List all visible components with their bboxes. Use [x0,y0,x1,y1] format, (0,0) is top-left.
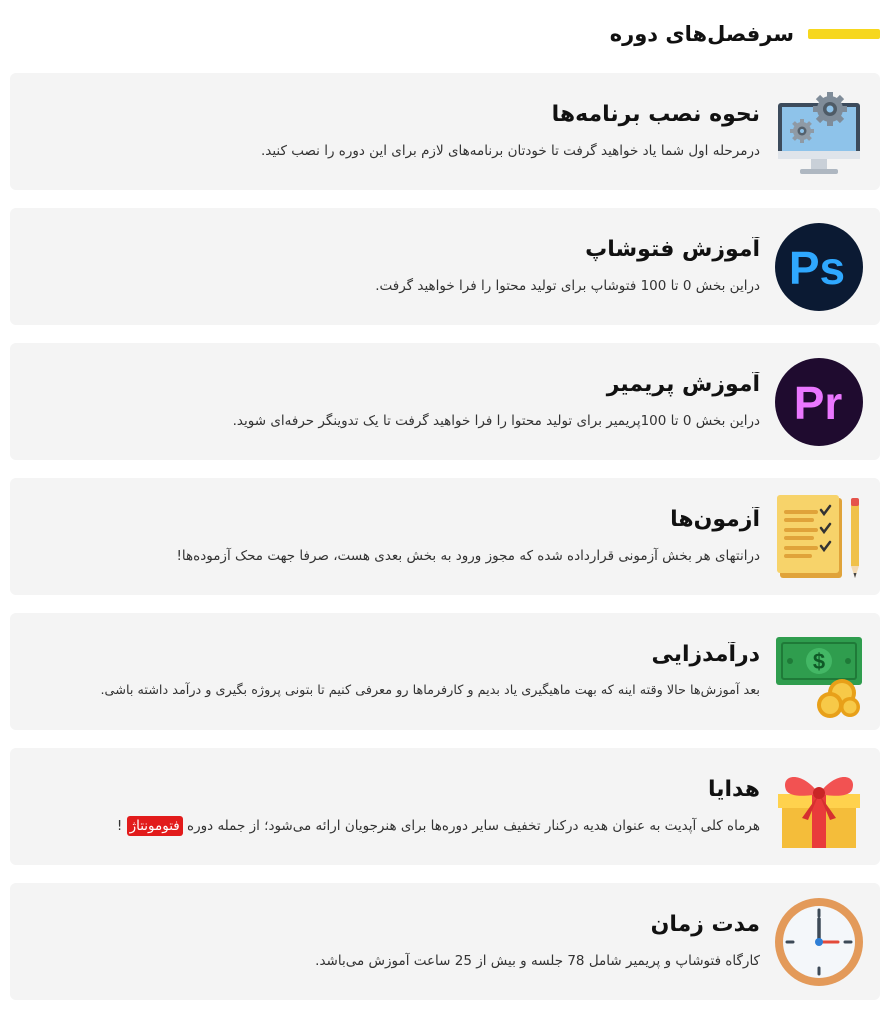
syllabus-card-exams [10,478,880,595]
gift-icon [772,760,866,854]
syllabus-card-photoshop [10,208,880,325]
card-description: درمرحله اول شما یاد خواهید گرفت تا خودتان برنامه‌های لازم برای این دوره را نصب کنید. [260,142,760,159]
syllabus-card-duration [10,883,880,1000]
svg-text:$: $ [812,648,826,674]
premiere-icon [772,355,866,449]
header-accent-bar [808,29,880,39]
photoshop-icon [772,220,866,314]
card-title: نحوه نصب برنامه‌ها [551,101,760,127]
page-title: سرفصل‌های دوره [609,22,794,46]
card-title: آموزش فتوشاپ [585,236,760,262]
syllabus-card-install [10,73,880,190]
checklist-pencil-icon [772,490,866,584]
syllabus-card-income [10,613,880,730]
syllabus-card-premiere [10,343,880,460]
card-title: آموزش پریمیر [606,371,760,397]
clock-icon [772,895,866,989]
card-description: دراین بخش 0 تا 100 فتوشاپ برای تولید محتوا را فرا خواهید گرفت. [375,277,760,294]
svg-text:Pr: Pr [793,376,843,429]
card-description: درانتهای هر بخش آزمونی قرارداده شده که مجوز ورود به بخش بعدی هست، صرفا جهت محک آزموده‌ها! [176,547,760,564]
section-header [10,14,880,54]
syllabus-list [10,73,880,1018]
card-description: دراین بخش 0 تا 100پریمیر برای تولید محتوا را فرا خواهید گرفت تا یک تدوینگر حرفه‌ای شوید. [232,412,760,429]
syllabus-card-gifts [10,748,880,865]
computer-gears-icon [772,85,866,179]
card-title: مدت زمان [650,911,760,937]
money-coins-icon [772,625,866,719]
card-title: آزمون‌ها [670,506,760,532]
card-description: کارگاه فتوشاپ و پریمیر شامل 78 جلسه و بیش از 25 ساعت آموزش می‌باشد. [315,952,760,969]
card-description: بعد آموزش‌ها حالا وقته اینه که بهت ماهیگیری یاد بدیم و کارفرماها رو معرفی کنیم تا بتونی پروژه بگیری و درآمد داشته باشی. [100,683,760,699]
card-description: هرماه کلی آپدیت به عنوان هدیه درکنار تخفیف سایر دوره‌ها برای هنرجویان ارائه می‌شود؛ از جمله دوره فتومونتاژ ! [116,817,760,834]
highlight-badge: فتومونتاژ [127,816,183,836]
svg-text:Ps: Ps [788,241,846,294]
card-title: هدایا [707,776,760,802]
card-title: درآمدزایی [651,642,760,668]
